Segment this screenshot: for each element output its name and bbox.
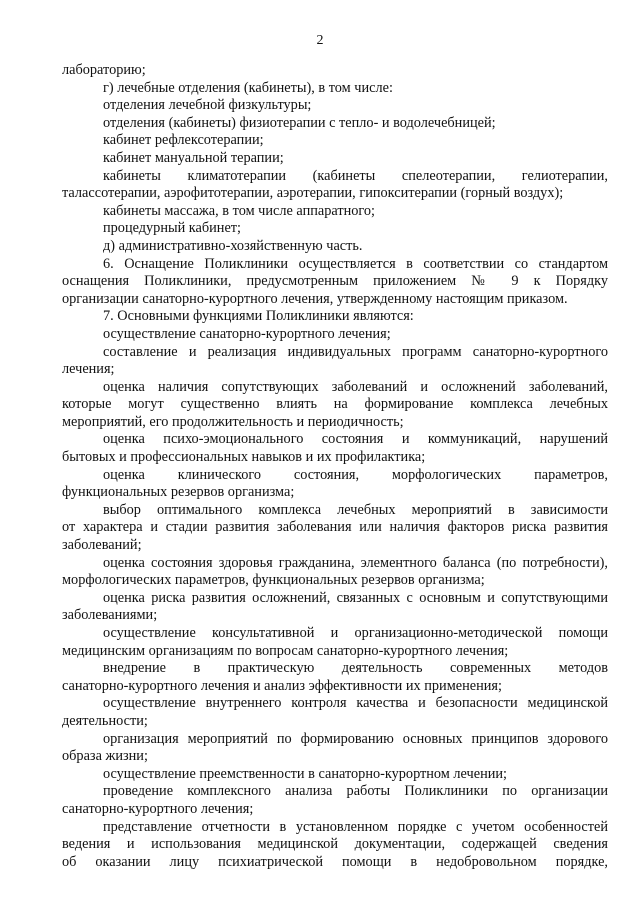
text-line: лечения; xyxy=(62,361,115,378)
text-line: деятельности; xyxy=(62,712,148,729)
text-line: заболеваниями; xyxy=(62,607,158,624)
text-line: которые могут существенно влиять на формирование комплекса лечебных xyxy=(62,396,608,413)
text-line: 7. Основными функциями Поликлиники являются: xyxy=(103,308,414,325)
text-line: оценка состояния здоровья гражданина, элементного баланса (по потребности), xyxy=(103,554,608,571)
text-line: отделения (кабинеты) физиотерапии с тепло- и водолечебницей; xyxy=(103,114,496,131)
text-line: осуществление консультативной и организационно-методической помощи xyxy=(103,625,608,641)
text-line: санаторно-курортного лечения; xyxy=(62,800,254,817)
text-line: кабинет мануальной терапии; xyxy=(103,149,284,166)
text-line: лабораторию; xyxy=(62,62,146,78)
text-line: кабинеты климатотерапии (кабинеты спелеотерапии, гелиотерапии, xyxy=(103,167,608,184)
text-line: отделения лечебной физкультуры; xyxy=(103,97,312,114)
text-line: мероприятий, его продолжительность и периодичность; xyxy=(62,413,404,430)
text-line: осуществление внутреннего контроля качества и безопасности медицинской xyxy=(103,695,608,712)
text-line: проведение комплексного анализа работы Поликлиники по организации xyxy=(103,783,608,800)
page-number: 2 xyxy=(316,33,324,48)
text-line: оценка психо-эмоционального состояния и коммуникаций, нарушений xyxy=(103,431,608,448)
text-line: организация мероприятий по формированию основных принципов здорового xyxy=(103,730,608,747)
text-line: медицинским организациям по вопросам санаторно-курортного лечения; xyxy=(62,642,509,659)
text-line: оснащения Поликлиники, предусмотренным приложением № 9 к Порядку xyxy=(62,273,608,290)
text-line: кабинет рефлексотерапии; xyxy=(103,132,264,149)
text-line: ведения и использования медицинской документации, содержащей сведения xyxy=(62,836,608,853)
text-line: составление и реализация индивидуальных программ санаторно-курортного xyxy=(103,343,608,360)
text-line: осуществление преемственности в санаторно-курортном лечении; xyxy=(103,765,508,782)
text-line: кабинеты массажа, в том числе аппаратного; xyxy=(103,202,376,219)
text-line: оценка риска развития осложнений, связанных с основным и сопутствующими xyxy=(103,589,608,606)
text-line: заболеваний; xyxy=(62,537,142,554)
text-line: функциональных резервов организма; xyxy=(62,484,295,501)
text-line: бытовых и профессиональных навыков и их профилактика; xyxy=(62,449,426,466)
text-line: процедурный кабинет; xyxy=(103,220,242,237)
text-line: организации санаторно-курортного лечения, утвержденному настоящим приказом. xyxy=(62,290,568,307)
text-line: д) административно-хозяйственную часть. xyxy=(103,237,363,254)
text-line: представление отчетности в установленном порядке с учетом особенностей xyxy=(103,818,608,835)
text-line: оценка наличия сопутствующих заболеваний и осложнений заболеваний, xyxy=(103,378,608,395)
text-line: 6. Оснащение Поликлиники осуществляется в соответствии со стандартом xyxy=(103,255,608,272)
text-line: талассотерапии, аэрофитотерапии, аэротерапии, гипокситерапии (горный воздух); xyxy=(62,185,564,202)
text-line: санаторно-курортного лечения и анализ эффективности их применения; xyxy=(62,677,502,694)
text-line: об оказании лицу психиатрической помощи в недобровольном порядке, xyxy=(62,853,608,870)
text-line: осуществление санаторно-курортного лечения; xyxy=(103,325,391,342)
text-line: от характера и стадии развития заболевания или наличия факторов риска развития xyxy=(62,519,608,536)
text-line: образа жизни; xyxy=(62,748,148,765)
document-body xyxy=(62,62,608,871)
text-line: внедрение в практическую деятельность современных методов xyxy=(103,660,608,677)
text-line: г) лечебные отделения (кабинеты), в том числе: xyxy=(103,79,393,96)
text-line: морфологических параметров, функциональных резервов организма; xyxy=(62,572,485,589)
text-line: выбор оптимального комплекса лечебных мероприятий в зависимости xyxy=(103,501,608,518)
text-line: оценка клинического состояния, морфологических параметров, xyxy=(103,466,608,483)
